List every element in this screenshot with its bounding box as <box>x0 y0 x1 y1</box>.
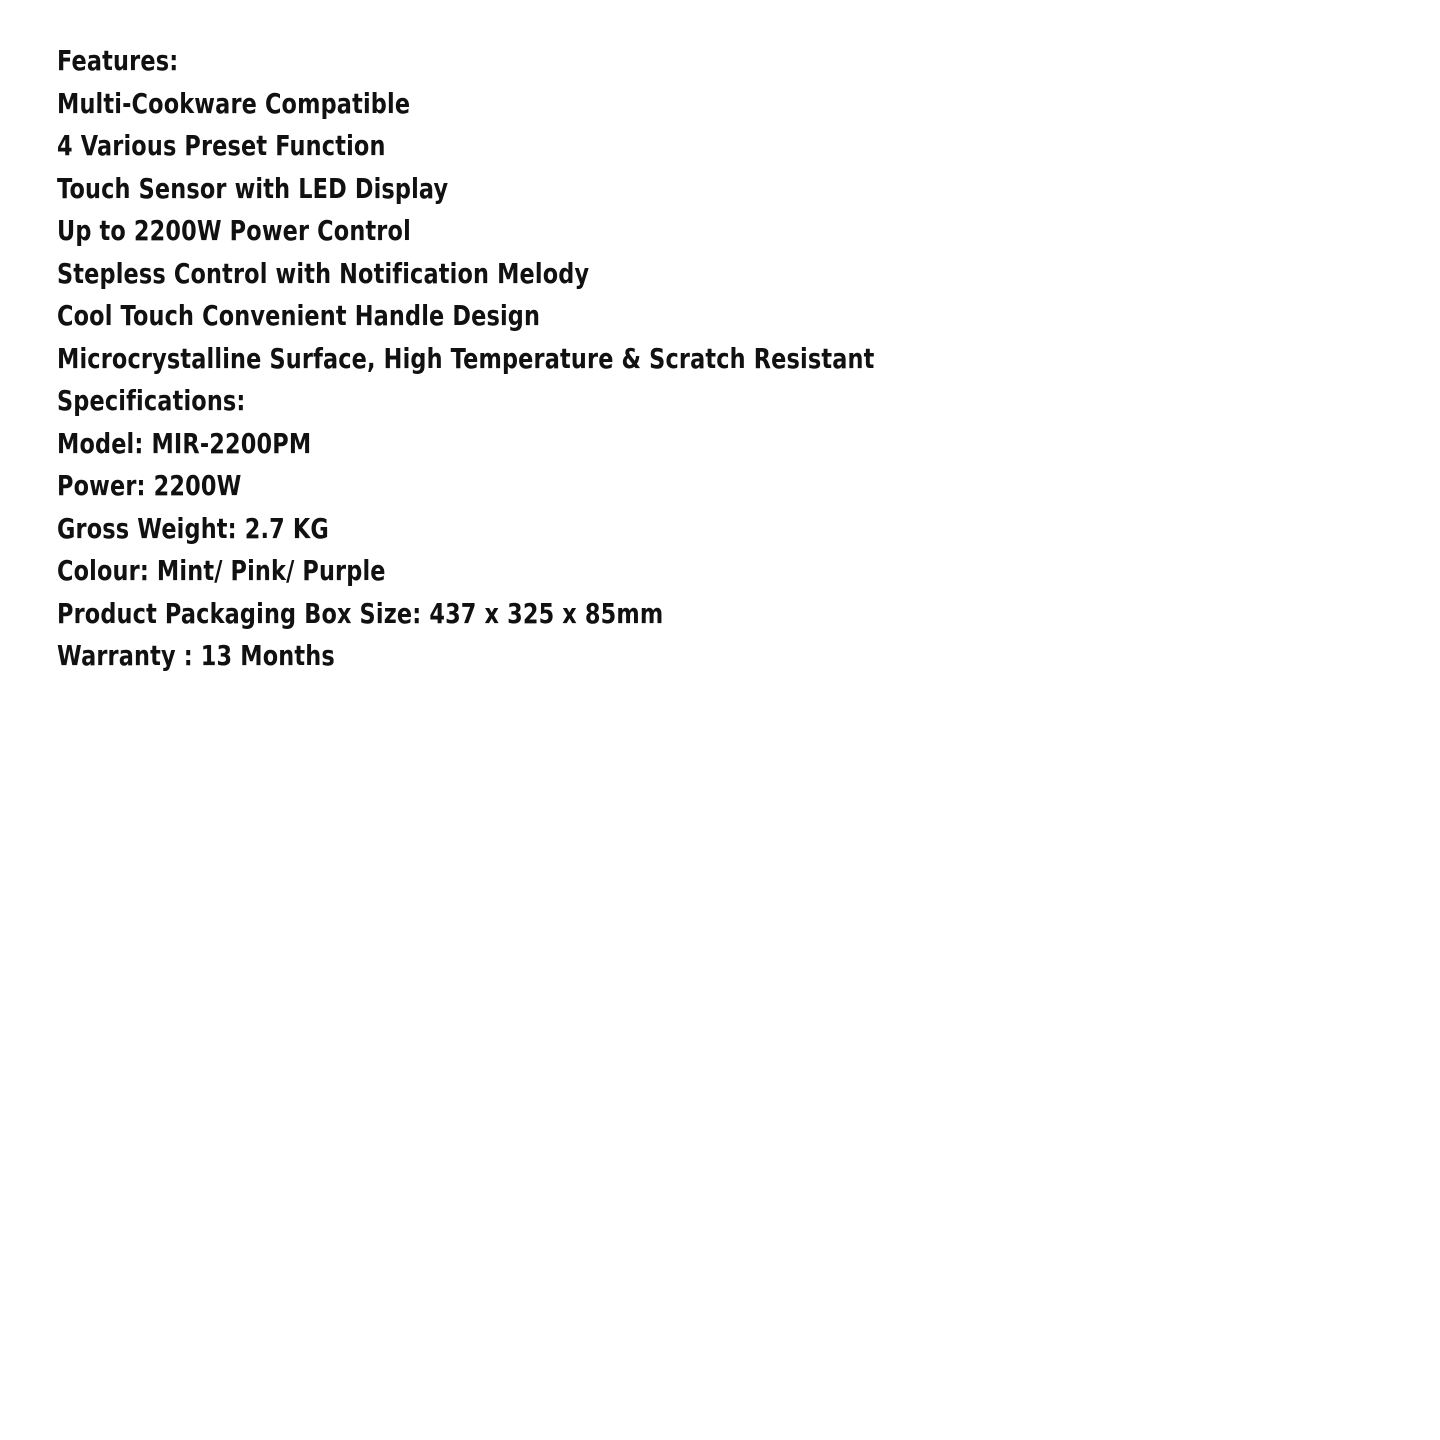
feature-item: Cool Touch Convenient Handle Design <box>57 299 541 332</box>
spec-item-weight: Gross Weight: 2.7 KG <box>57 511 329 545</box>
features-heading: Features: <box>57 44 179 77</box>
spec-item-warranty: Warranty : 13 Months <box>57 639 335 672</box>
feature-item: Stepless Control with Notification Melody <box>57 256 590 290</box>
spec-item-power: Power: 2200W <box>57 469 242 502</box>
spec-item-model: Model: MIR-2200PM <box>57 426 312 460</box>
specifications-heading: Specifications: <box>57 384 246 417</box>
feature-item: 4 Various Preset Function <box>57 129 386 162</box>
spec-item-colour: Colour: Mint/ Pink/ Purple <box>57 554 386 587</box>
feature-item: Up to 2200W Power Control <box>57 214 411 247</box>
product-details-document <box>57 40 1397 678</box>
feature-item: Touch Sensor with LED Display <box>57 171 449 205</box>
feature-item: Microcrystalline Surface, High Temperature & Scratch Resistant <box>57 341 875 375</box>
spec-item-box-size: Product Packaging Box Size: 437 x 325 x 85mm <box>57 596 664 630</box>
feature-item: Multi-Cookware Compatible <box>57 86 411 120</box>
